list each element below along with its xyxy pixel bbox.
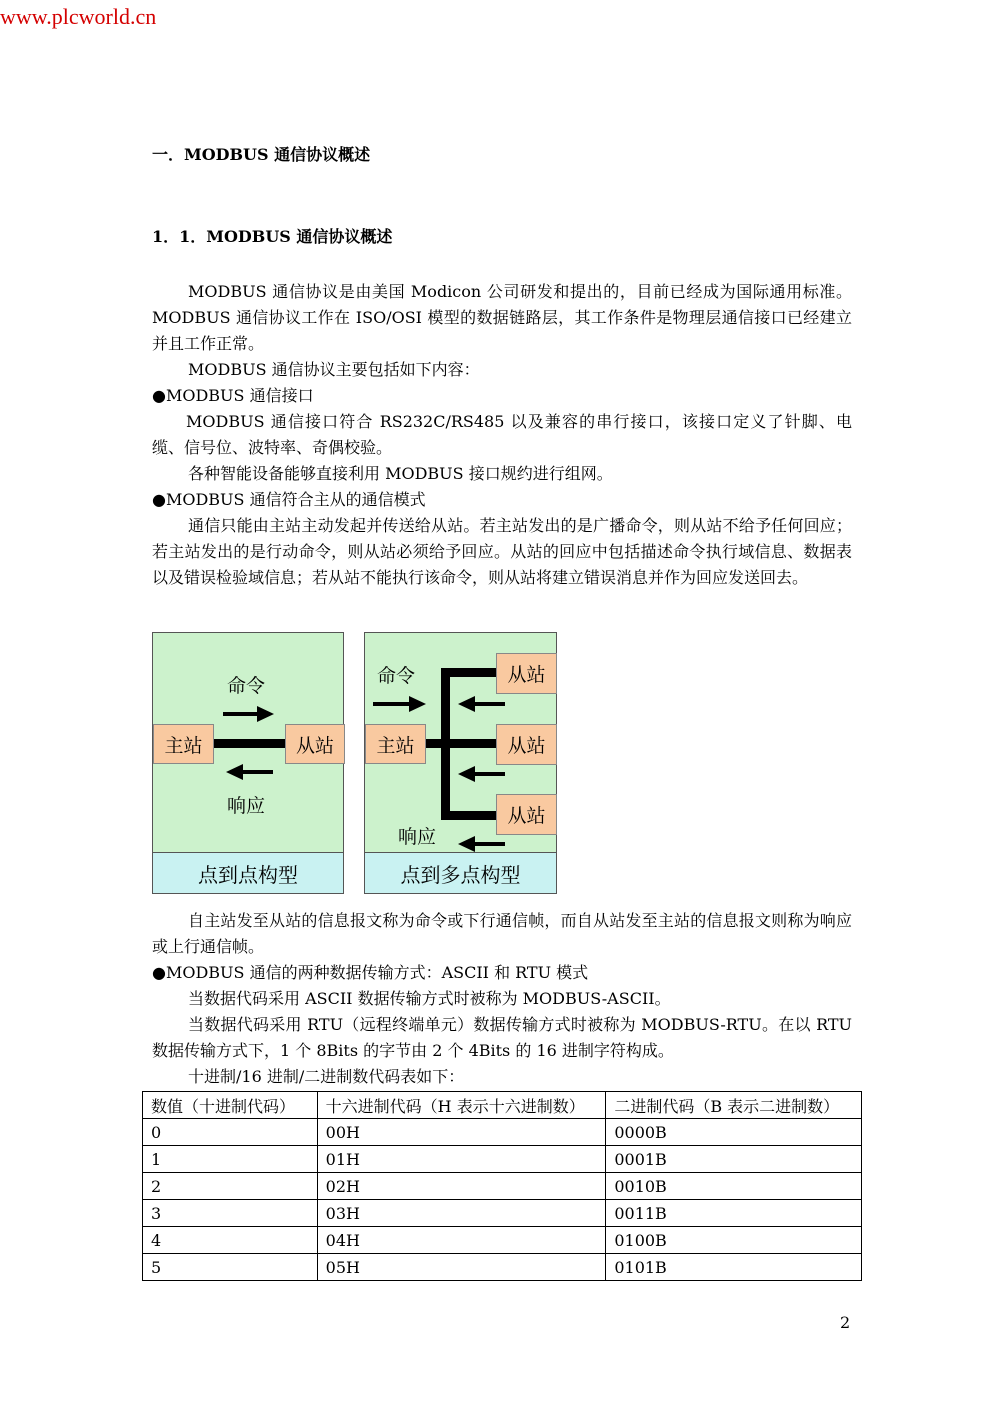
table-cell: 0101B xyxy=(606,1254,862,1281)
p2mp-slave-node: 从站 xyxy=(496,724,557,765)
table-cell: 0100B xyxy=(606,1227,862,1254)
paragraph: 通信只能由主站主动发起并传送给从站。若主站发出的是广播命令，则从站不给予任何回应；若主站发出的是行动命令，则从站必须给予回应。从站的回应中包括描述命令执行域信息、数据表以及错误检验域信息；若从站不能执行该命令，则从站将建立错误消息并作为回应发送回去。 xyxy=(152,516,852,587)
table-cell: 00H xyxy=(317,1119,606,1146)
p2mp-response-label: 响应 xyxy=(398,826,437,848)
table-cell: 05H xyxy=(317,1254,606,1281)
paragraph: MODBUS 通信接口符合 RS232C/RS485 以及兼容的串行接口，该接口定义了针脚、电缆、信号位、波特率、奇偶校验。 xyxy=(152,412,852,457)
response-arrow-icon xyxy=(226,764,273,780)
paragraph: MODBUS 通信协议是由美国 Modicon 公司研发和提出的，目前已经成为国际通用标准。MODBUS 通信协议工作在 ISO/OSI 模型的数据链路层，其工作条件是物理层通信接口已经建立并且工作正常。 xyxy=(152,282,852,353)
bullet-heading: ●MODBUS 通信接口 xyxy=(152,386,314,405)
response-arrow-icon xyxy=(458,766,505,782)
table-cell: 01H xyxy=(317,1146,606,1173)
p2p-caption: 点到点构型 xyxy=(153,852,343,893)
transmission-text xyxy=(152,908,852,1090)
p2p-master-node: 主站 xyxy=(153,724,214,764)
table-cell: 0010B xyxy=(606,1173,862,1200)
table-cell: 0000B xyxy=(606,1119,862,1146)
table-header-row xyxy=(143,1092,862,1119)
table-cell: 0011B xyxy=(606,1200,862,1227)
p2mp-slave-node: 从站 xyxy=(496,794,557,835)
response-arrow-icon xyxy=(458,836,505,852)
table-cell: 4 xyxy=(143,1227,318,1254)
p2mp-panel xyxy=(364,632,557,894)
table-row xyxy=(143,1227,862,1254)
intro-text xyxy=(152,279,852,591)
watermark-url: www.plcworld.cn xyxy=(0,4,157,29)
p2mp-master-node: 主站 xyxy=(365,724,426,764)
p2p-panel xyxy=(152,632,344,894)
p2mp-slave-node: 从站 xyxy=(496,653,557,694)
paragraph: MODBUS 通信协议主要包括如下内容： xyxy=(188,360,480,379)
table-row xyxy=(143,1254,862,1281)
paragraph: 当数据代码采用 ASCII 数据传输方式时被称为 MODBUS-ASCII。 xyxy=(188,989,671,1008)
p2mp-command-label: 命令 xyxy=(377,665,416,687)
column-header: 十六进制代码（H 表示十六进制数） xyxy=(317,1092,606,1119)
table-row xyxy=(143,1146,862,1173)
code-table xyxy=(142,1091,862,1281)
table-cell: 03H xyxy=(317,1200,606,1227)
paragraph: 自主站发至从站的信息报文称为命令或下行通信帧，而自从站发至主站的信息报文则称为响应或上行通信帧。 xyxy=(152,911,852,956)
bullet-heading: ●MODBUS 通信符合主从的通信模式 xyxy=(152,490,426,509)
p2p-slave-node: 从站 xyxy=(285,724,345,764)
p2p-response-label: 响应 xyxy=(227,795,266,817)
table-cell: 04H xyxy=(317,1227,606,1254)
table-row xyxy=(143,1119,862,1146)
table-cell: 02H xyxy=(317,1173,606,1200)
paragraph: 十进制/16 进制/二进制数代码表如下： xyxy=(188,1067,465,1086)
section-heading: 一．MODBUS 通信协议概述 xyxy=(152,145,371,164)
topology-diagram xyxy=(152,632,562,896)
table-row xyxy=(143,1173,862,1200)
subsection-heading: 1．1．MODBUS 通信协议概述 xyxy=(152,227,393,246)
page-number: 2 xyxy=(840,1313,851,1332)
table-cell: 2 xyxy=(143,1173,318,1200)
table-cell: 0 xyxy=(143,1119,318,1146)
p2p-command-label: 命令 xyxy=(227,675,266,697)
command-arrow-icon xyxy=(223,706,274,722)
bullet-heading: ●MODBUS 通信的两种数据传输方式：ASCII 和 RTU 模式 xyxy=(152,963,589,982)
table-cell: 5 xyxy=(143,1254,318,1281)
command-arrow-icon xyxy=(373,696,426,712)
column-header: 数值（十进制代码） xyxy=(143,1092,318,1119)
column-header: 二进制代码（B 表示二进制数） xyxy=(606,1092,862,1119)
table-cell: 0001B xyxy=(606,1146,862,1173)
p2mp-caption: 点到多点构型 xyxy=(365,852,556,893)
paragraph: 各种智能设备能够直接利用 MODBUS 接口规约进行组网。 xyxy=(188,464,613,483)
table-cell: 1 xyxy=(143,1146,318,1173)
paragraph: 当数据代码采用 RTU（远程终端单元）数据传输方式时被称为 MODBUS-RTU。在以 RTU 数据传输方式下，1 个 8Bits 的字节由 2 个 4Bits 的 16 进制字符构成。 xyxy=(152,1015,852,1060)
table-cell: 3 xyxy=(143,1200,318,1227)
table-row xyxy=(143,1200,862,1227)
response-arrow-icon xyxy=(458,696,505,712)
